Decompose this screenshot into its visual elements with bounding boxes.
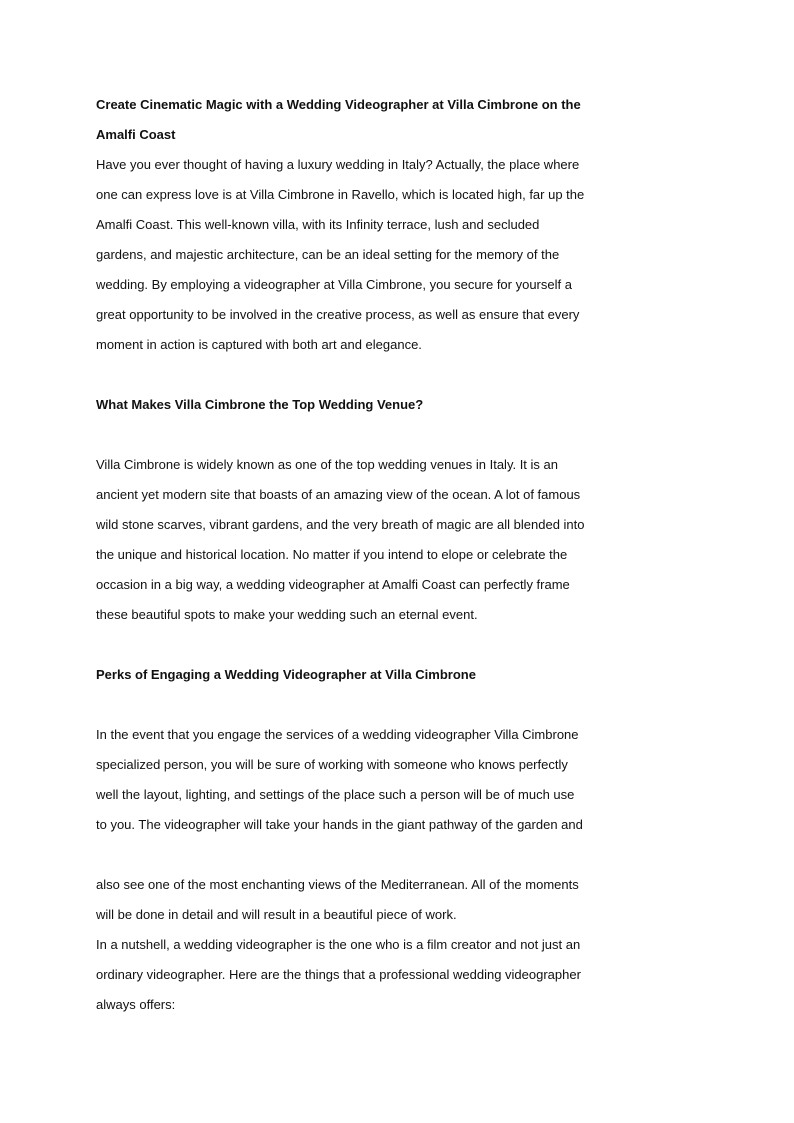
perks-paragraph-continued [96,870,616,930]
spacer [96,360,616,390]
spacer [96,690,616,720]
text-line: In the event that you engage the services of a wedding videographer Villa Cimbrone [96,727,579,742]
text-line: will be done in detail and will result in a beautiful piece of work. [96,907,457,922]
text-line: Amalfi Coast. This well-known villa, with its Infinity terrace, lush and secluded [96,217,540,232]
text-line: gardens, and majestic architecture, can be an ideal setting for the memory of the [96,247,560,262]
text-line: also see one of the most enchanting views of the Mediterranean. All of the moments [96,877,579,892]
text-line: ancient yet modern site that boasts of an amazing view of the ocean. A lot of famous [96,487,581,502]
document-body [96,90,616,1020]
text-line: Villa Cimbrone is widely known as one of the top wedding venues in Italy. It is an [96,457,558,472]
article-title [96,90,616,150]
text-line: occasion in a big way, a wedding videographer at Amalfi Coast can perfectly frame [96,577,570,592]
text-line: wedding. By employing a videographer at Villa Cimbrone, you secure for yourself a [96,277,572,292]
text-line: specialized person, you will be sure of working with someone who knows perfectly [96,757,568,772]
text-line: to you. The videographer will take your hands in the giant pathway of the garden and [96,817,583,832]
intro-paragraph [96,150,616,360]
section-heading-venue [96,390,616,420]
text-line: Have you ever thought of having a luxury wedding in Italy? Actually, the place where [96,157,580,172]
spacer [96,840,616,870]
text-line: well the layout, lighting, and settings of the place such a person will be of much use [96,787,575,802]
text-line: always offers: [96,997,176,1012]
text-line: one can express love is at Villa Cimbrone in Ravello, which is located high, far up the [96,187,585,202]
text-line: the unique and historical location. No matter if you intend to elope or celebrate the [96,547,568,562]
text-line: moment in action is captured with both art and elegance. [96,337,422,352]
section-heading-perks [96,660,616,690]
spacer [96,630,616,660]
text-line: In a nutshell, a wedding videographer is the one who is a film creator and not just an [96,937,581,952]
heading-line: What Makes Villa Cimbrone the Top Wedding Venue? [96,397,424,412]
text-line: ordinary videographer. Here are the things that a professional wedding videographer [96,967,581,982]
perks-paragraph [96,720,616,840]
title-line: Amalfi Coast [96,127,176,142]
text-line: these beautiful spots to make your wedding such an eternal event. [96,607,478,622]
title-line: Create Cinematic Magic with a Wedding Videographer at Villa Cimbrone on the [96,97,581,112]
text-line: wild stone scarves, vibrant gardens, and the very breath of magic are all blended into [96,517,585,532]
spacer [96,420,616,450]
closing-paragraph [96,930,616,1020]
heading-line: Perks of Engaging a Wedding Videographer at Villa Cimbrone [96,667,476,682]
text-line: great opportunity to be involved in the creative process, as well as ensure that every [96,307,580,322]
venue-paragraph [96,450,616,630]
